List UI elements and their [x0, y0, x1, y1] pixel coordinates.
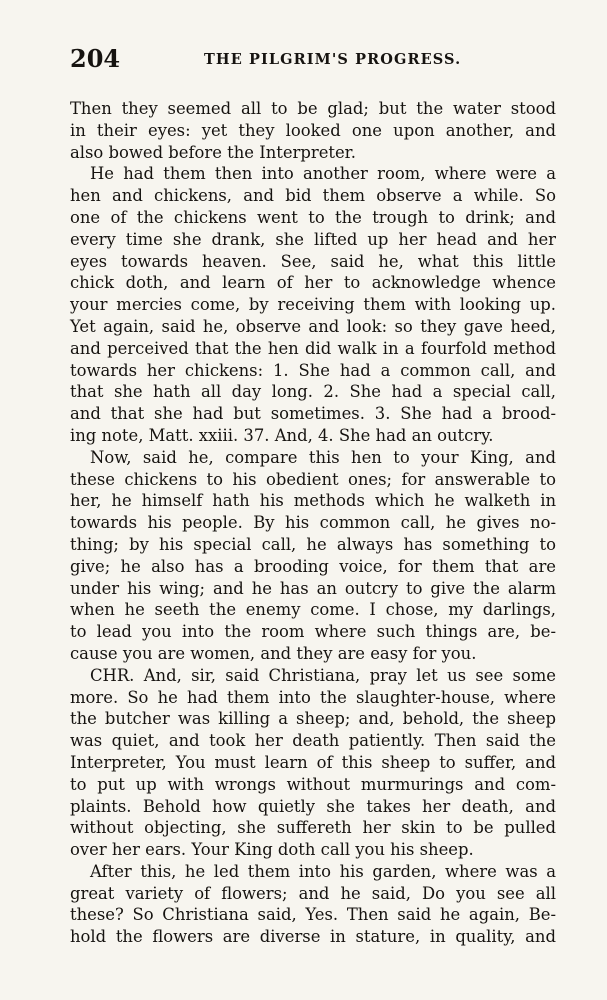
- text-line: give; he also has a brooding voice, for them that are: [70, 556, 556, 576]
- text-line: her, he himself hath his methods which he walketh in: [70, 491, 556, 511]
- text-line: plaints. Behold how quietly she takes her death, and: [70, 796, 556, 816]
- text-line: hen and chickens, and bid them observe a while. So: [70, 186, 556, 206]
- text-line: thing; by his special call, he always has something to: [70, 534, 556, 554]
- text-line: one of the chickens went to the trough to drink; and: [70, 207, 556, 227]
- text-line: every time she drank, she lifted up her head and her: [70, 229, 556, 249]
- page-number: 204: [70, 44, 121, 73]
- text-line: the butcher was killing a sheep; and, behold, the sheep: [70, 709, 556, 729]
- text-line: cause you are women, and they are easy for you.: [70, 643, 477, 663]
- text-line: Interpreter, You must learn of this sheep to suffer, and: [70, 752, 556, 772]
- page-header: [70, 44, 548, 74]
- text-line: Yet again, said he, observe and look: so they gave heed,: [70, 316, 556, 336]
- text-line: hold the flowers are diverse in stature, in quality, and: [70, 927, 556, 947]
- text-line: After this, he led them into his garden, where was a: [90, 861, 556, 881]
- text-line: also bowed before the Interpreter.: [70, 142, 356, 162]
- text-line: was quiet, and took her death patiently. Then said the: [70, 731, 556, 751]
- text-line: great variety of flowers; and he said, Do you see all: [70, 883, 556, 903]
- text-line: He had them then into another room, where were a: [90, 164, 556, 184]
- running-title: THE PILGRIM'S PROGRESS.: [204, 51, 462, 68]
- body-text: [70, 98, 556, 948]
- text-line: eyes towards heaven. See, said he, what this little: [70, 251, 556, 271]
- text-line: your mercies come, by receiving them with looking up.: [70, 295, 556, 315]
- text-line: these chickens to his obedient ones; for answerable to: [70, 469, 556, 489]
- text-line: Now, said he, compare this hen to your King, and: [90, 447, 556, 467]
- text-line: more. So he had them into the slaughter-house, where: [70, 687, 556, 707]
- text-line: to lead you into the room where such things are, be-: [70, 622, 556, 642]
- text-line: in their eyes: yet they looked one upon another, and: [70, 120, 556, 140]
- text-line: ing note, Matt. xxiii. 37. And, 4. She had an outcry.: [70, 425, 494, 445]
- text-line: Then they seemed all to be glad; but the water stood: [70, 99, 556, 118]
- text-line: and perceived that the hen did walk in a fourfold method: [70, 338, 556, 358]
- text-line: that she hath all day long. 2. She had a special call,: [70, 382, 556, 402]
- text-line: chick doth, and learn of her to acknowledge whence: [70, 273, 556, 293]
- text-line: over her ears. Your King doth call you his sheep.: [70, 840, 474, 860]
- text-line: towards his people. By his common call, he gives no-: [70, 513, 556, 533]
- text-line: CHR. And, sir, said Christiana, pray let us see some: [90, 665, 556, 685]
- text-line: when he seeth the enemy come. I chose, my darlings,: [70, 600, 556, 620]
- text-line: these? So Christiana said, Yes. Then said he again, Be-: [70, 905, 556, 925]
- text-line: and that she had but sometimes. 3. She had a brood-: [70, 404, 556, 424]
- text-line: towards her chickens: 1. She had a common call, and: [70, 360, 556, 380]
- text-line: without objecting, she suffereth her skin to be pulled: [70, 818, 556, 838]
- text-line: to put up with wrongs without murmurings and com-: [70, 774, 556, 794]
- text-line: under his wing; and he has an outcry to give the alarm: [70, 578, 556, 598]
